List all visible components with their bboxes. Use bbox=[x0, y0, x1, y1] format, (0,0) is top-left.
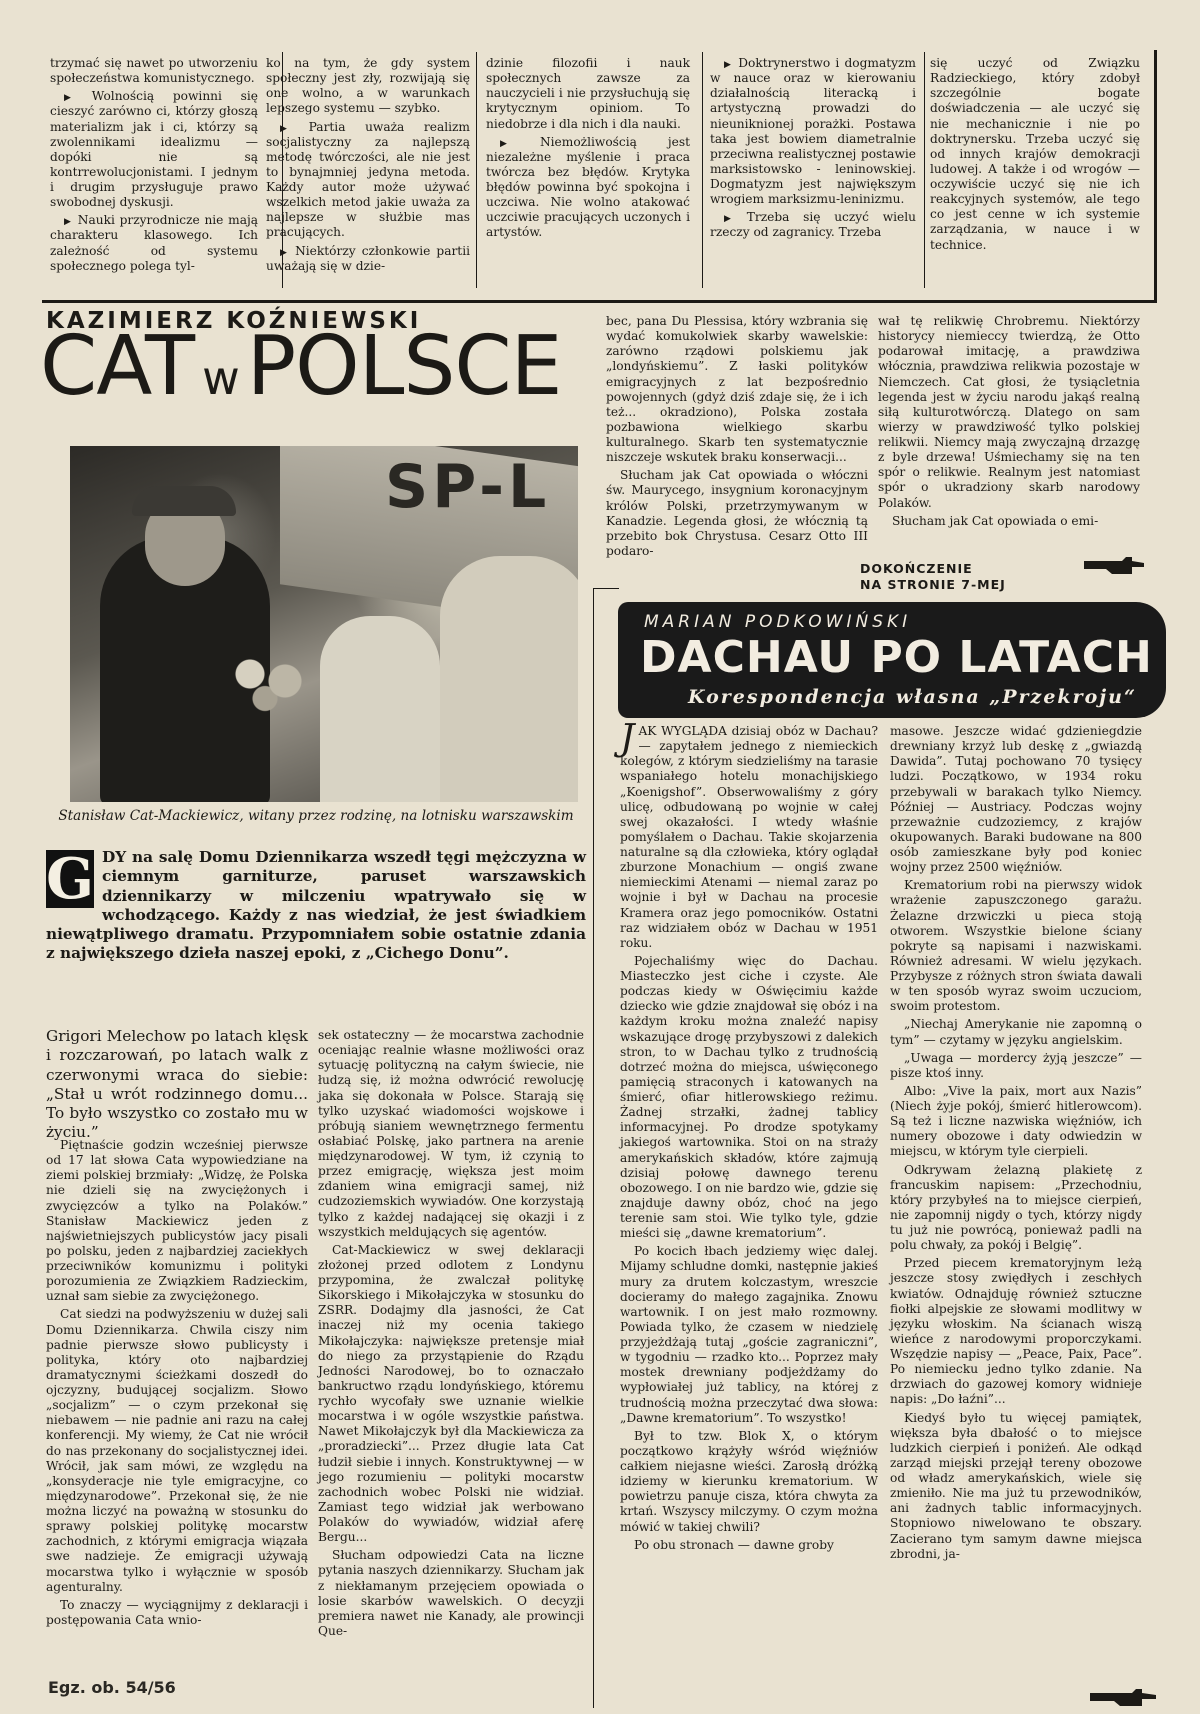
paragraph: Słucham jak Cat opowiada o emi- bbox=[892, 513, 1099, 528]
paragraph: Słucham jak Cat opowiada o włóczni św. Maurycego, insygnium koronacyjnym królów Polski, przetrzymywanym w Kanadzie. Legenda głosi, że włócznią tą przebito bok Chrystusa. Cesarz Otto III podaro- bbox=[606, 468, 868, 558]
paragraph: Po kocich łbach jedziemy więc dalej. Mijamy schludne domki, następnie jakieś mury za drutem kolczastym, wreszcie docieramy do małego zagajnika. Znowu wartownik. I on jest mało rozmowny. Powiada tylko, że czasem w niedzielę przyjeżdżają tutaj „goście zagraniczni”, w tygodniu — rzadko kto... Poprzez mały mostek drewniany podjeżdżamy do wypłowiałej już tablicy, na której z trudnością można przeczytać dwa słowa: „Dawne krematorium”. To wszystko! bbox=[620, 1244, 878, 1425]
paragraph: bec, pana Du Plessisa, który wzbrania się wydać komukolwiek skarby wawelskie: zarówno rządowi polskiemu jak „londyńskiemu”. Z łaski polityków emigracyjnych z lat bezpośrednio powojennych (gdyż dziś zdaje się, że i ich też... okradziono), Polska została pozbawiona wielkiego skarbu kulturalnego. Skarb ten systematycznie niszczeje wskutek braku konserwacji... bbox=[606, 314, 868, 465]
top-column-2 bbox=[266, 56, 470, 277]
cat-lead bbox=[46, 848, 586, 964]
cat-lead-continued: Grigori Melechow po latach klęsk i rozczarowań, po latach walk z czerwonymi wraca do siebie: „Stał u wrót rodzinnego domu... To było wszystko co zostało mu w życiu.” bbox=[46, 1027, 308, 1142]
cat-column-3 bbox=[606, 314, 868, 562]
flowers-icon bbox=[220, 646, 320, 716]
paragraph: ▶ Nauki przyrodnicze nie mają charakteru klasowego. Ich zależność od systemu społecznego polega tyl- bbox=[50, 213, 258, 274]
dachau-frame bbox=[593, 588, 594, 1708]
paragraph: masowe. Jeszcze widać gdzieniegdzie drewniany krzyż lub deskę z „gwiazdą Dawida”. Tutaj pochowano 70 tysięcy ludzi. Początkowo, w 1934 roku przebywali w barakach tylko Niemcy. Później — Austriacy. Podczas wojny przeważnie cudzoziemcy, z krajów okupowanych. Baraki budowane na 800 osób zamieszkane były pod koniec wojny przez 2500 więźniów. bbox=[890, 724, 1142, 875]
airport-photo bbox=[70, 446, 578, 802]
woman-figure bbox=[440, 556, 578, 802]
paragraph: Cat siedzi na podwyższeniu w dużej sali Domu Dziennikarza. Chwila ciszy nim padnie pierwsze słowo publicysty i polityka, który oto najbardziej dramatycznymi ścieżkami doszedł do ojczyzny, budującej socjalizm. Słowo „socjalizm” — o czym przekonał się niebawem — nie padnie ani razu na całej konferencji. My wiemy, że Cat nie wrócił do nas przekonany do socjalistycznej idei. Wrócił, jak sam mówi, ze względu na „konsyderacje nie tyle emigracyjne, co międzynarodowe”. Przekonał się, że nie można liczyć na poważną w stosunku do sprawy polskiej politykę mocarstw zachodnich, z którymi emigracja wiązała swe nadzieje. Że emigracji używają mocarstwa tylko i wyłącznie w sposób agenturalny. bbox=[46, 1307, 308, 1594]
paragraph: Piętnaście godzin wcześniej pierwsze od 17 lat słowa Cata wypowiedziane na ziemi polskiej brzmiały: „Widzę, że Polska nie dzieli się na zwyciężonych i zwycięzców a tylko na Polaków.” Stanisław Mackiewicz jeden z najświetniejszych publicystów jacy pisali po polsku, jeden z najbardziej zaciekłych przeciwników komunizmu i polityki porozumienia ze Związkiem Radzieckim, uznał sam siebie za zwyciężonego. bbox=[46, 1138, 308, 1304]
paragraph: ▶ Wolnością powinni się cieszyć zarówno ci, którzy głoszą materializm jak i ci, którzy są zwolennikami idealizmu — dopóki nie są kontrrewolucjonistami. I jednym i drugim przysługuje prawo swobodnej dyskusji. bbox=[50, 89, 258, 210]
dachau-title: DACHAU PO LATACH bbox=[640, 632, 1153, 683]
hat-icon bbox=[132, 486, 236, 516]
paragraph: Albo: „Vive la paix, mort aux Nazis” (Niech żyje pokój, śmierć hitlerowcom). Są też i liczne nazwiska więźniów, ich numery obozowe i daty odwiedzin w miejscu, w którym tyle cierpieli. bbox=[890, 1083, 1142, 1159]
pointing-hand-icon bbox=[1082, 552, 1146, 578]
paragraph: ▶ Partia uważa realizm socjalistyczny za najlepszą metodę twórczości, ale nie jest to bynajmniej jedyna metoda. Każdy autor może używać wszelkich metod jakie uważa za najlepsze w służbie mas pracujących. bbox=[266, 120, 470, 241]
column-rule bbox=[924, 52, 925, 288]
paragraph: Odkrywam żelazną plakietę z francuskim napisem: „Przechodniu, który przybyłeś na to miejsce cierpień, nie zapomnij nigdy o tych, którzy nigdy tu już nie powrócą, ponieważ padli na polu chwały, za pokój i Belgię”. bbox=[890, 1162, 1142, 1253]
paragraph: sek ostateczny — że mocarstwa zachodnie oceniając realnie własne możliwości oraz sytuację polityczną na całym świecie, nie łudzą się, iż można odwrócić rewolucję jaka się dokonała w Polsce. Starają się tylko uzyskać wiadomości wojskowe i próbują sianiem wewnętrznego fermentu osłabiać Polskę, jako partnera na arenie międzynarodowej. W tym, iż czynią to przez emigrację, większa jest moim zdaniem wina emigracji samej, niż cudzoziemskich wywiadów. One korzystają tylko z każdej nadającej się okazji i z wszystkich meldujących się agentów. bbox=[318, 1028, 584, 1239]
paragraph: ko na tym, że gdy system społeczny jest zły, rozwijają się one wolno, a w warunkach lepszego systemu — szybko. bbox=[266, 56, 470, 116]
paragraph: ▶ Doktrynerstwo i dogmatyzm w nauce oraz w kierowaniu działalnością literacką i artystyczną prowadzi do nieuniknionej porażki. Postawa taka jest bowiem diametralnie przeciwna realistycznej postawie marksistowsko - leninowskiej. Dogmatyzm jest największym wrogiem marksizmu-leninizmu. bbox=[710, 56, 916, 207]
dachau-column-1 bbox=[620, 718, 878, 1556]
title-part: CAT bbox=[40, 319, 195, 414]
continued-note bbox=[860, 561, 1060, 592]
column-rule bbox=[476, 52, 477, 288]
continued-line: DOKOŃCZENIE bbox=[860, 561, 973, 576]
cat-column-1 bbox=[46, 1138, 308, 1631]
paragraph: się uczyć od Związku Radzieckiego, który zdobył szczególnie bogate doświadczenia — ale uczyć się nie mechanicznie i nie po doktrynersku. Trzeba uczyć się od innych krajów demokracji ludowej. A także i od wrogów — oczywiście uczyć się nie ich reakcyjnych systemów, ale tego co jest cenne w ich systemie zarządzania, w nauce i w technice. bbox=[930, 56, 1140, 252]
girl-figure bbox=[320, 616, 440, 802]
pointing-hand-icon bbox=[1088, 1684, 1158, 1710]
dachau-frame bbox=[593, 588, 619, 589]
top-column-4 bbox=[710, 56, 916, 244]
paragraph: Cat-Mackiewicz w swej deklaracji złożonej przed odlotem z Londynu przypomina, że zwalczał politykę Sikorskiego i Mikołajczyka w stosunku do ZSRR. Dodajmy dla jasności, że Cat inaczej niż my ocenia takiego Mikołajczyka: największe pretensje miał do niego za przystąpienie do Rządu Jedności Narodowej, bo to oznaczało bankructwo rządu londyńskiego, któremu rychło wycofały swe uznanie wielkie mocarstwa i w ogóle wszystkie państwa. Nawet Mikołajczyk był dla Mackiewicza za „proradziecki”... Przez długie lata Cat łudził siebie i innych. Konstruktywnej — w jego rozumieniu — polityki mocarstw zachodnich wobec Polski nie widział. Zamiast tego widział jak werbowano Polaków do wywiadów, widział aferę Bergu... bbox=[318, 1242, 584, 1545]
paragraph: Był to tzw. Blok X, o którym początkowo krążyły wśród więźniów całkiem niejasne wieści. Zarosłą dróżką idziemy w kierunku krematorium. W powietrzu panuje cisza, która chwyta za krtań. Wszyscy milczymy. O czym można mówić w takiej chwili? bbox=[620, 1428, 878, 1534]
paragraph bbox=[620, 718, 878, 951]
dachau-column-2 bbox=[890, 724, 1142, 1565]
archive-stamp: Egz. ob. 54/56 bbox=[48, 1678, 176, 1697]
paragraph: Pojechaliśmy więc do Dachau. Miasteczko jest ciche i czyste. Ale podczas kiedy w Oświęcimiu każde dziecko wie gdzie znajdował się obóz i na każdym kroku można znaleźć napisy wskazujące drogę przybyszowi z dalekich stron, to w Dachau tylko z trudnością dotrzeć można do miejsca, uświęconego pamięcią straconych i katowanych na śmierć, ofiar hitlerowskiego reżimu. Żadnej strzałki, żadnej tablicy informacyjnej. Po drodze spotykamy jakiegoś wartownika. Stoi on na straży amerykańskich składów, które zajmują dzisiaj połowę dawnego terenu obozowego. I on nie bardzo wie, gdzie się znajduje dawny obóz, choć na jego terenie sam stoi. Wie tylko tyle, gdzie mieści się „dawne krematorium”. bbox=[620, 953, 878, 1241]
top-column-5 bbox=[930, 56, 1140, 256]
paragraph: trzymać się nawet po utworzeniu społeczeństwa komunistycznego. bbox=[50, 56, 258, 86]
title-part: w bbox=[202, 351, 239, 405]
paragraph: wał tę relikwię Chrobremu. Niektórzy historycy niemieccy twierdzą, że Otto podarował imitację, a prawdziwa włócznia, prawdziwa relikwia pozostaje w Niemczech. Cat głosi, że tysiącletnia legenda jest w życiu narodu jakąś realną siłą kulturotwórczą. Dlatego on sam wierzy w prawdziwość tylko polskiej relikwii. Niemcy mają zwyczajną drzazgę z byle drzewa! Uśmiechamy się na ten spór o relikwie. Realnym jest natomiast spór o ukradziony skarb narodowy Polaków. bbox=[878, 314, 1140, 510]
paragraph: Kiedyś było tu więcej pamiątek, większa była dbałość o to miejsce ludzkich cierpień i poniżeń. Ale odkąd zarząd miejski przejął tereny obozowe od władz amerykańskich, wiele się zmieniło. Nie ma już tu przewodników, ani żadnych tablic informacyjnych. Stopniowo niwelowano te obszary. Zacierano tym samym dawne miejsca zbrodni, ja- bbox=[890, 1410, 1142, 1561]
photo-caption: Stanisław Cat-Mackiewicz, witany przez rodzinę, na lotnisku warszawskim bbox=[58, 808, 574, 824]
continued-line: NA STRONIE 7-MEJ bbox=[860, 576, 1006, 592]
drop-cap: J bbox=[620, 718, 635, 759]
title-part: POLSCE bbox=[246, 319, 562, 414]
paragraph: Przed piecem krematoryjnym leżą jeszcze stosy zwiędłych i zeschłych kwiatów. Odnajduję również sztuczne fiołki alpejskie ze słowami modlitwy w języku włoskim. Na ścianach wiszą wieńce z narodowymi proporczykami. Wszędzie napisy — „Peace, Paix, Pace”. Po niemiecku jedno tylko zdanie. Na drzwiach do gazowej komory widnieje napis: „Do łaźni”... bbox=[890, 1256, 1142, 1407]
paragraph: To znaczy — wyciągnijmy z deklaracji i postępowania Cata wnio- bbox=[46, 1597, 308, 1627]
top-column-1 bbox=[50, 56, 258, 277]
paragraph: ▶ Niemożliwością jest niezależne myślenie i praca twórcza bez błędów. Krytyka błędów powinna być spokojna i uczciwa. Nie wolno atakować uczciwie pracujących uczonych i artystów. bbox=[486, 135, 690, 241]
paragraph: ▶ Niektórzy członkowie partii uważają się w dzie- bbox=[266, 244, 470, 274]
paragraph: dzinie filozofii i nauk społecznych zawsze za nauczycieli i nie przysłuchują się krytycznym opiniom. To niedobrze i dla nich i dla nauki. bbox=[486, 56, 690, 131]
plane-registration: SP-L bbox=[385, 452, 551, 522]
dachau-header bbox=[618, 602, 1166, 718]
top-column-3 bbox=[486, 56, 690, 244]
cat-column-2 bbox=[318, 1028, 584, 1642]
cat-article-author: KAZIMIERZ KOŹNIEWSKI bbox=[46, 308, 422, 334]
paragraph: ▶ Trzeba się uczyć wielu rzeczy od zagranicy. Trzeba bbox=[710, 210, 916, 240]
drop-cap: G bbox=[46, 846, 94, 912]
paragraph: Po obu stronach — dawne groby bbox=[634, 1537, 834, 1552]
column-rule bbox=[702, 52, 703, 288]
cat-column-4 bbox=[878, 314, 1140, 532]
lead-text: DY na salę Domu Dziennikarza wszedł tęgi mężczyzna w ciemnym garniturze, paruset warszawskich dziennikarzy w milczeniu wpatrywało się w wchodzącego. Każdy z nas wiedział, że jest świadkiem niewątpliwego dramatu. Przypomniałem sobie ostatnie zdania z największego dzieła naszej epoki, z „Cichego Donu”. bbox=[46, 848, 586, 963]
dachau-author: MARIAN PODKOWIŃSKI bbox=[644, 612, 912, 632]
paragraph: „Uwaga — mordercy żyją jeszcze” — pisze ktoś inny. bbox=[890, 1050, 1142, 1080]
paragraph-text: AK WYGLĄDA dzisiaj obóz w Dachau? — zapytałem jednego z niemieckich kolegów, z którym siedzieliśmy na tarasie wspaniałego hotelu monachijskiego „Koenigshof”. Obserwowaliśmy z góry ulicę, odbudowaną po wojnie w całej swej okazałości. I wtedy właśnie pomyślałem o Dachau. Takie skojarzenia naturalne są dla człowieka, który oglądał zburzone Monachium — ongiś zwane niemieckimi Atenami — niemal zaraz po wojnie i był w Dachau na procesie Kramera oraz jego pomocników. Ostatni raz widziałem obóz w Dachau w 1951 roku. bbox=[620, 724, 878, 950]
paragraph: „Niechaj Amerykanie nie zapomną o tym” — czytamy w języku angielskim. bbox=[890, 1017, 1142, 1047]
paragraph: Słucham odpowiedzi Cata na liczne pytania naszych dziennikarzy. Słucham jak z niekłamanym przejęciem opowiada o losie skarbów wawelskich. O decyzji premiera nawet nie Kanady, ale prowincji Que- bbox=[318, 1548, 584, 1638]
dachau-subtitle: Korespondencja własna „Przekroju“ bbox=[688, 686, 1137, 708]
paragraph: Krematorium robi na pierwszy widok wrażenie zapuszczonego garażu. Żelazne drzwiczki u pieca stoją otworem. Wszystkie bielone ściany pokryte są napisami i nazwiskami. Również adresami. W wielu językach. Przybysze z różnych stron świata dawali w ten sposób wyraz swoim uczuciom, swoim protestom. bbox=[890, 878, 1142, 1014]
